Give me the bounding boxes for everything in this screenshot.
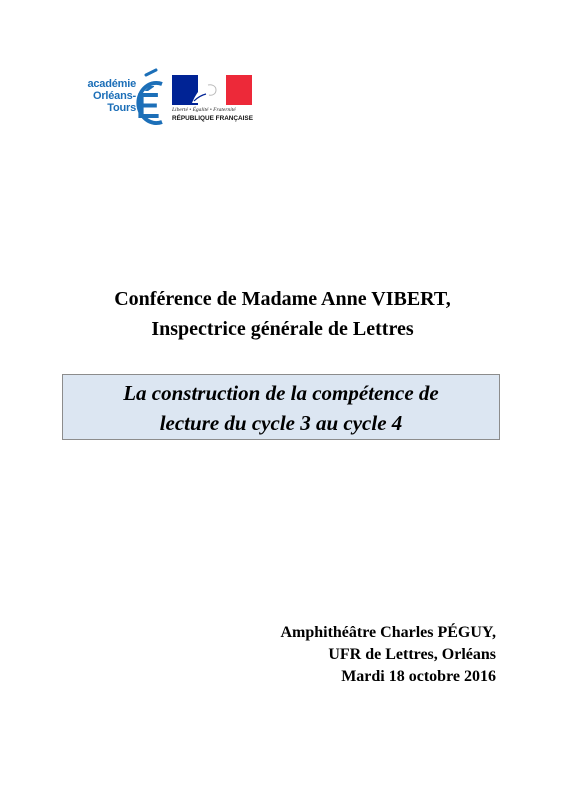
conference-subject-line2: lecture du cycle 3 au cycle 4	[159, 411, 403, 435]
republique-francaise-label: RÉPUBLIQUE FRANÇAISE	[172, 115, 253, 122]
academie-e-icon	[126, 66, 170, 132]
conference-subject-line1: La construction de la compétence de	[123, 381, 439, 405]
conference-title-line2: Inspectrice générale de Lettres	[151, 318, 414, 340]
academie-region-label: Orléans-Tours	[92, 90, 136, 114]
conference-title	[0, 284, 565, 344]
conference-title-line1: Conférence de Madame Anne VIBERT,	[114, 288, 451, 310]
venue-date: Mardi 18 octobre 2016	[341, 668, 496, 685]
academie-label: académie	[87, 78, 136, 90]
marianne-flag-icon	[172, 75, 252, 105]
venue-faculty: UFR de Lettres, Orléans	[328, 646, 496, 663]
conference-subject-box	[62, 374, 500, 440]
header-logos	[70, 62, 260, 134]
academie-e-letter: É	[136, 85, 161, 126]
academie-orleans-tours-logo	[70, 66, 170, 132]
venue-location: Amphithéâtre Charles PÉGUY,	[280, 624, 496, 641]
republique-francaise-logo	[172, 75, 254, 129]
devise-text: Liberté • Égalité • Fraternité	[172, 107, 236, 113]
venue-block	[196, 622, 496, 688]
